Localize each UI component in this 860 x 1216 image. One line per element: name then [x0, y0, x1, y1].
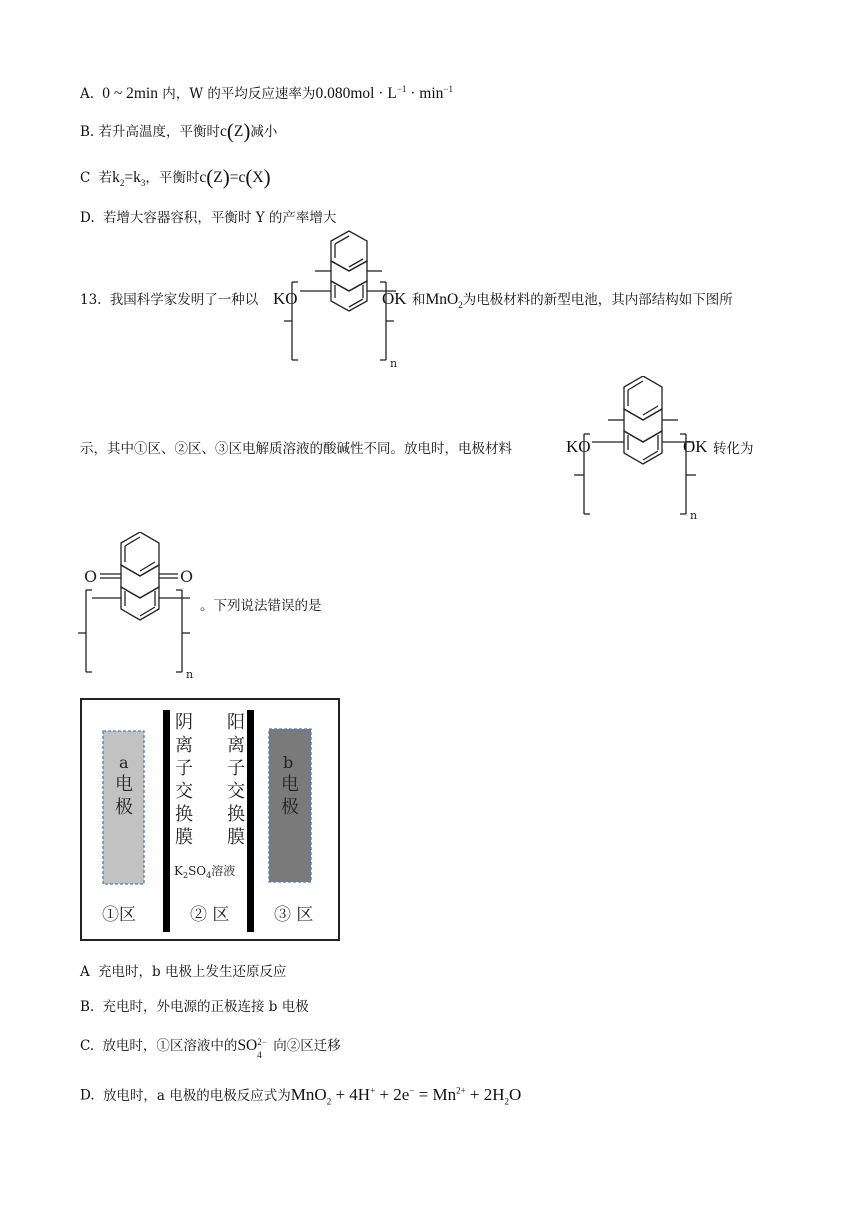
cell-diagram	[80, 698, 342, 944]
anion-membrane-char: 膜	[175, 827, 193, 848]
conc-equality: c(Z)=c(X)	[199, 165, 271, 189]
q13-option-d	[80, 1080, 521, 1111]
option-label: A	[80, 964, 90, 980]
q13-stem-line1	[80, 290, 258, 310]
a-electrode-label-3: 极	[115, 797, 133, 818]
subscript-n: n	[390, 357, 398, 370]
zone-3-label: ③ 区	[274, 905, 314, 925]
cation-membrane-char: 交	[227, 781, 245, 802]
polymer-structure-quinone	[78, 532, 208, 680]
option-label: B.	[80, 999, 95, 1015]
q12-option-c	[80, 167, 271, 193]
q13-option-b	[80, 997, 309, 1017]
ok-label-2: OK	[683, 437, 708, 456]
cation-membrane-char: 阳	[227, 712, 245, 733]
cation-exchange-membrane	[247, 710, 254, 932]
option-label: A.	[80, 86, 95, 103]
option-text: 内，W 的平均反应速率为	[162, 86, 316, 103]
a-electrode-label-1: a	[119, 753, 129, 772]
cation-membrane-char: 离	[227, 735, 245, 756]
option-label: B.	[80, 124, 95, 140]
cation-membrane-char: 换	[227, 804, 245, 825]
q13-option-c	[80, 1036, 341, 1060]
b-electrode-label-1: b	[283, 753, 294, 772]
a-electrode-label-2: 电	[115, 774, 133, 795]
option-text-mid: ，平衡时	[145, 170, 200, 186]
option-text: 若增大容器容积，平衡时 Y 的产率增大	[102, 210, 337, 226]
subscript-n: n	[186, 668, 194, 680]
option-label: C	[80, 170, 91, 186]
cation-membrane-char: 子	[227, 758, 245, 779]
q12-option-b	[80, 121, 277, 142]
zone-2-label: ② 区	[190, 905, 230, 925]
option-text-end: 向②区迁移	[273, 1038, 341, 1054]
option-text: 若	[98, 170, 113, 186]
ko-label-2: KO	[566, 437, 591, 456]
anion-membrane-char: 阴	[175, 712, 193, 733]
question-number: 13.	[80, 292, 102, 308]
q13-stem-line2: 示，其中①区、②区、③区电解质溶液的酸碱性不同。放电时，电极材料	[80, 441, 512, 457]
polymer-structure-ko-2	[572, 376, 712, 521]
option-label: C.	[80, 1038, 95, 1054]
option-text: 充电时，b 电极上发生还原反应	[98, 964, 287, 980]
option-text: 放电时，a 电极的电极反应式为	[102, 1087, 291, 1104]
polymer-structure-ko-1	[278, 230, 408, 370]
ko-label-1: KO	[273, 289, 298, 308]
stem-text: 我国科学家发明了一种以	[109, 292, 259, 308]
conc-expr: c(Z)	[220, 119, 251, 143]
time-range: 0 ~ 2min	[98, 85, 158, 103]
anion-membrane-char: 换	[175, 804, 193, 825]
option-label: D.	[80, 210, 95, 226]
sulfate-ion: SO 2− 4	[237, 1037, 267, 1060]
convert-text: 转化为	[713, 441, 754, 457]
rate-value: $0.080mol \cdot L^{-1} \cdot \min^{-1}$	[315, 84, 453, 103]
anion-exchange-membrane	[163, 710, 170, 932]
b-electrode-label-3: 极	[281, 797, 299, 818]
q12-option-d	[80, 208, 336, 228]
q13-stem-line1-end: 和MnO$_2$为电极材料的新型电池，其内部结构如下图所	[412, 291, 733, 311]
subscript-n: n	[690, 509, 698, 521]
q13-option-a	[80, 962, 286, 982]
option-label: D.	[80, 1087, 95, 1104]
oxygen-right: O	[180, 567, 194, 586]
electrode-reaction-equation: $MnO_2 + 4H^+ + 2e^- = Mn^{2+} + 2H_2O$	[290, 1084, 522, 1107]
option-text-end: 减小	[250, 124, 278, 140]
rate-constant-expr: $k_2=k_3$	[112, 169, 146, 189]
q12-option-a	[80, 79, 453, 104]
option-text: 放电时，①区溶液中的	[102, 1038, 238, 1054]
cation-membrane-char: 膜	[227, 827, 245, 848]
oxygen-left: O	[84, 567, 98, 586]
option-text: 若升高温度，平衡时	[98, 124, 221, 140]
mno2-formula: MnO$_2$	[425, 291, 463, 311]
q13-stem-line3: 。下列说法错误的是	[200, 598, 322, 614]
anion-membrane-char: 交	[175, 781, 193, 802]
option-text: 充电时，外电源的正极连接 b 电极	[102, 999, 309, 1015]
anion-membrane-char: 子	[175, 758, 193, 779]
b-electrode-label-2: 电	[281, 774, 299, 795]
zone-1-label: ①区	[102, 905, 136, 925]
ok-label-1: OK	[382, 289, 407, 308]
anion-membrane-char: 离	[175, 735, 193, 756]
k2so4-solution-label: $K_2SO_4$溶液	[174, 864, 236, 880]
